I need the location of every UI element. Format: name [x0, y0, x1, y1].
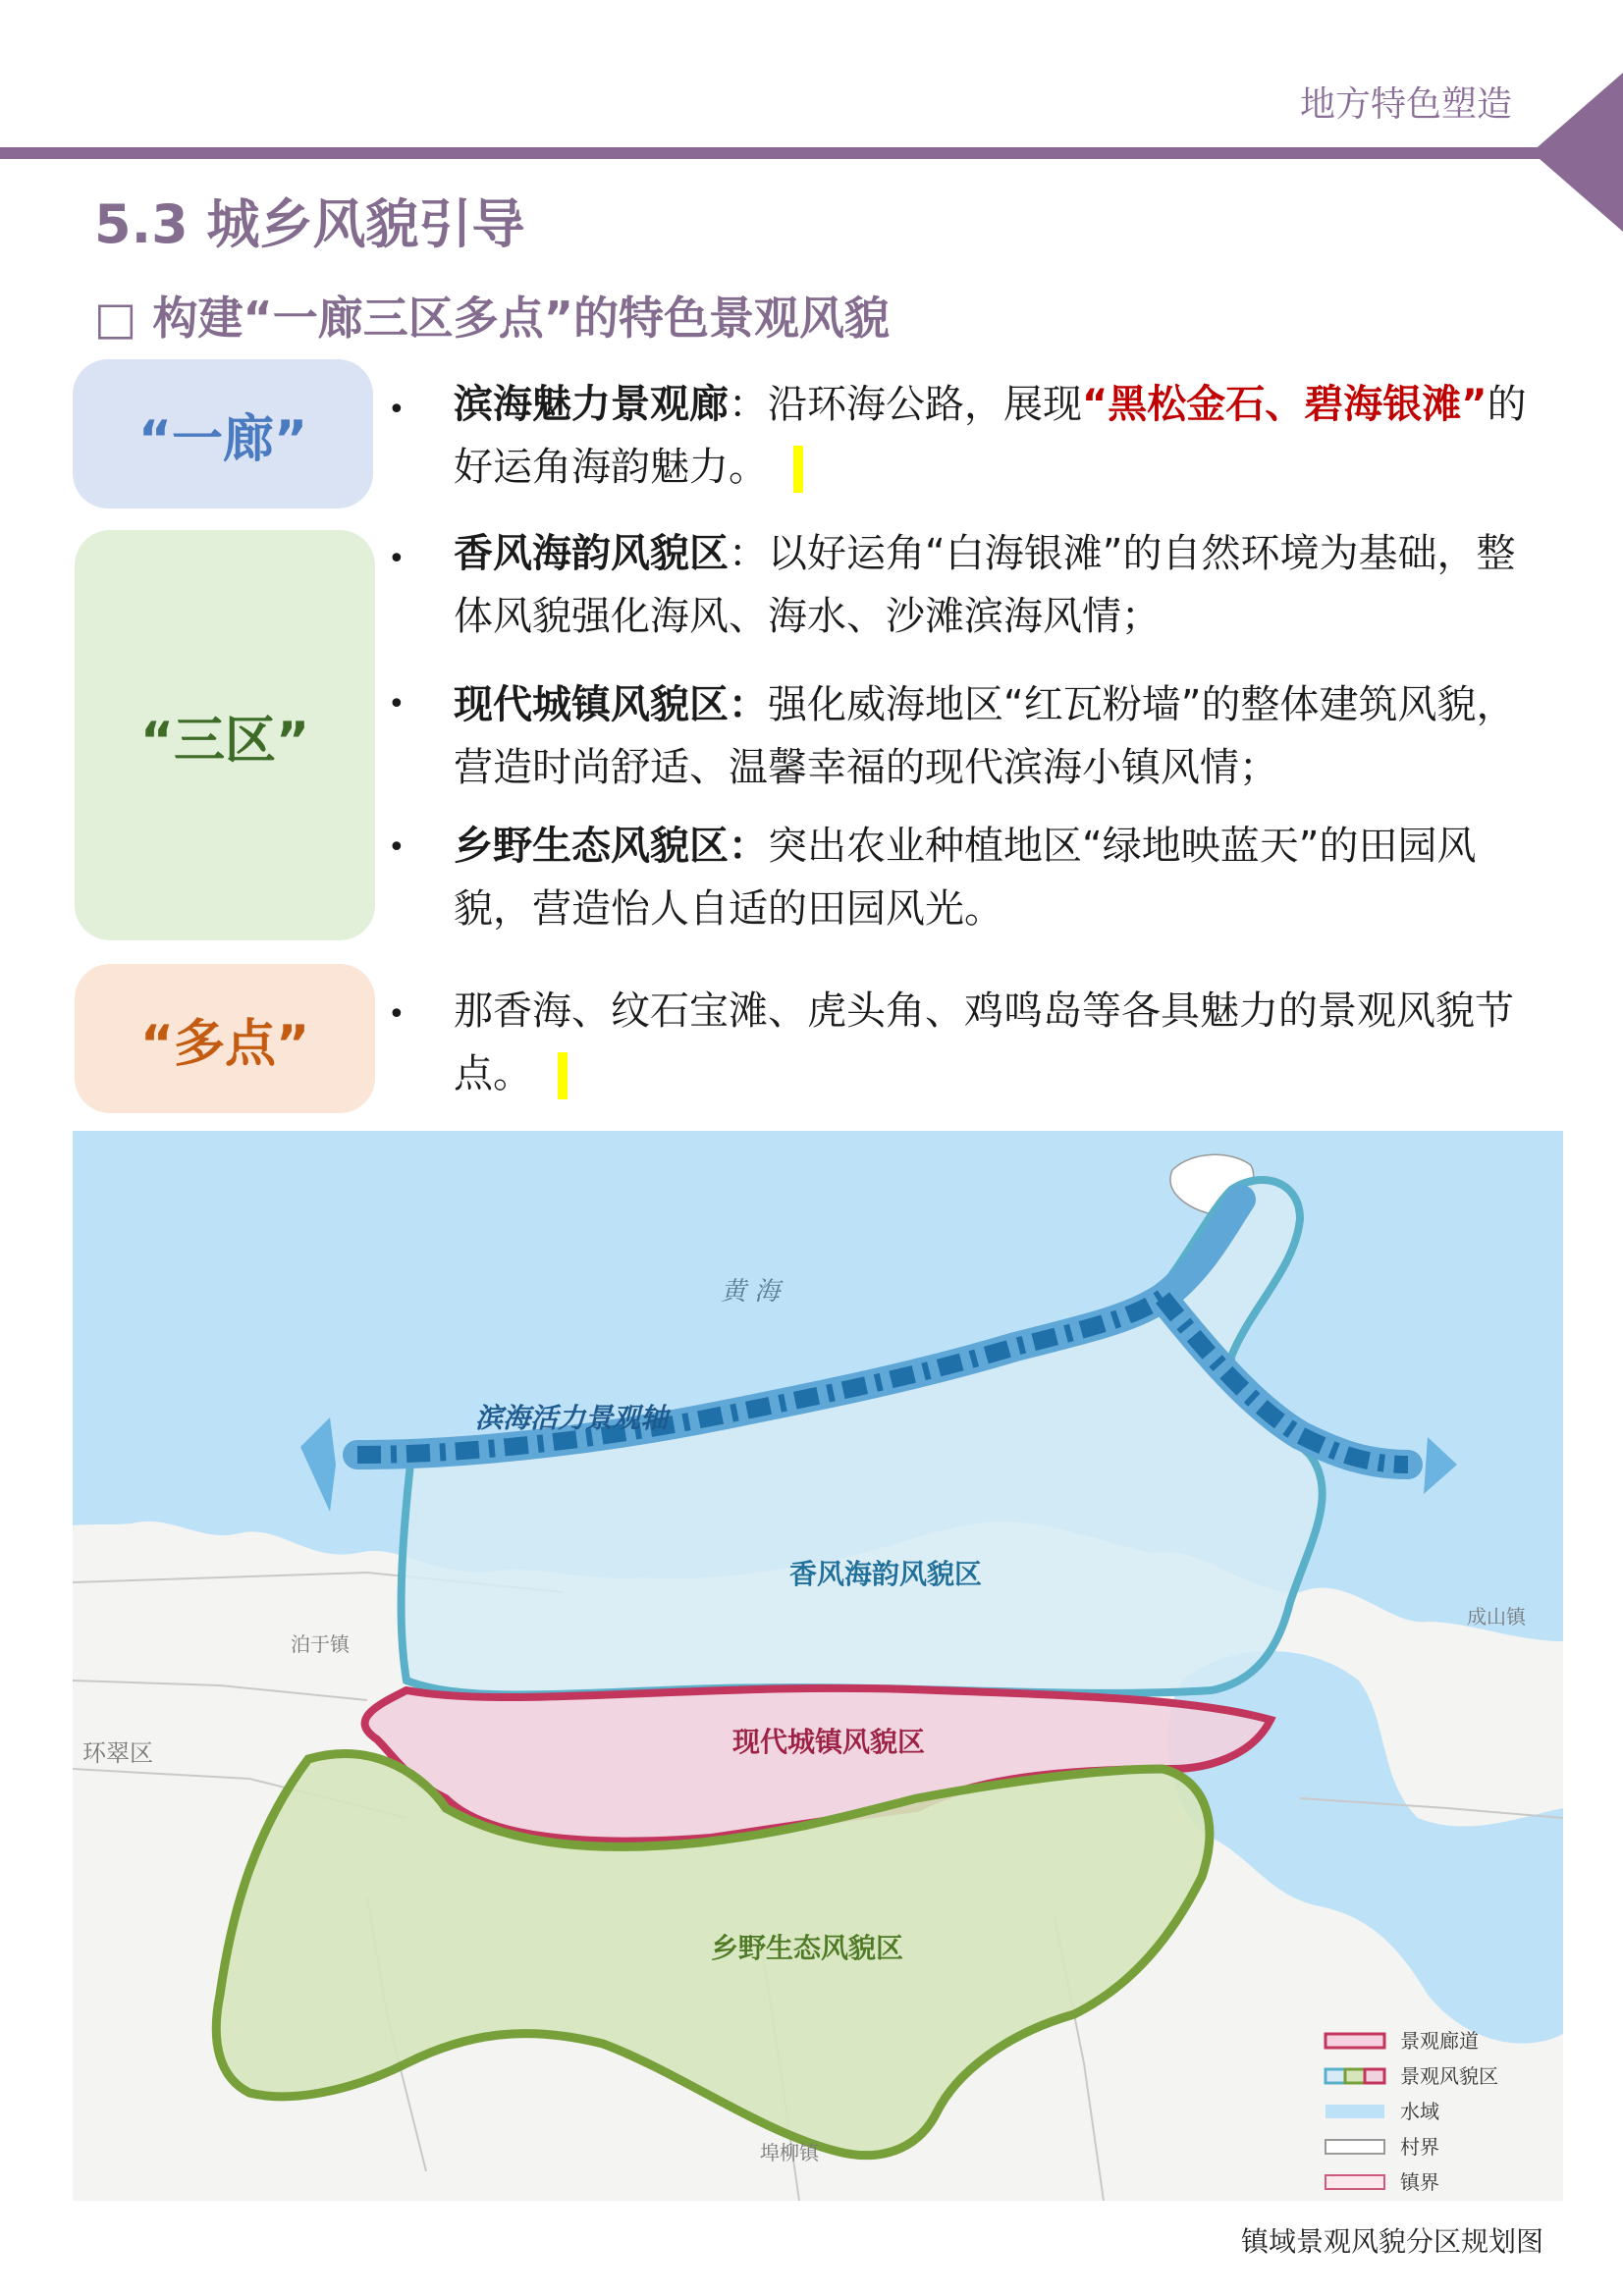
map-corridor-label: 滨海活力景观轴 — [475, 1402, 669, 1434]
tag-zones: “三区” — [75, 530, 375, 940]
item-text: 强化威海地区“红瓦粉墙”的整体建筑风貌，营造时尚舒适、温馨幸福的现代滨海小镇风情； — [454, 682, 1516, 790]
legend-label: 村界 — [1400, 2135, 1439, 2159]
legend-label: 景观风貌区 — [1400, 2064, 1498, 2088]
map-town-label: 成山镇 — [1467, 1605, 1526, 1629]
legend-label: 镇界 — [1400, 2170, 1439, 2194]
item-town-zone — [454, 673, 1553, 799]
map-zone-label-town: 现代城镇风貌区 — [732, 1726, 926, 1758]
landscape-zoning-map — [73, 1131, 1563, 2201]
header-triangle — [1532, 73, 1623, 232]
item-highlight: “黑松金石、碧海银滩” — [1082, 382, 1488, 427]
item-title: 现代城镇风貌区： — [454, 682, 768, 727]
legend-swatch-zones-b — [1345, 2069, 1365, 2083]
legend-swatch-town-boundary — [1325, 2175, 1384, 2189]
map-zone-label-coast: 香风海韵风貌区 — [789, 1558, 983, 1590]
legend-label: 景观廊道 — [1400, 2029, 1479, 2053]
figure-caption: 镇域景观风貌分区规划图 — [1240, 2225, 1543, 2258]
item-text: 突出农业种植地区“绿地映蓝天”的田园风貌，营造怡人自适的田园风光。 — [454, 824, 1477, 932]
item-title: 乡野生态风貌区： — [454, 824, 768, 869]
item-text: ：以好运角“白海银滩”的自然环境为基础，整体风貌强化海风、海水、沙滩滨海风情； — [454, 531, 1516, 639]
subsection-title: □ 构建“一廊三区多点”的特色景观风貌 — [94, 292, 890, 345]
legend-swatch-corridor — [1325, 2034, 1384, 2048]
map-town-label: 泊于镇 — [291, 1632, 350, 1656]
bullet-dot: • — [388, 393, 406, 427]
bullet-dot: • — [388, 542, 406, 576]
highlight-marker — [558, 1052, 568, 1099]
bullet-dot: • — [388, 830, 406, 865]
item-text: 那香海、纹石宝滩、虎头角、鸡鸣岛等各具魅力的景观风貌节点。 — [454, 988, 1514, 1096]
bullet-dot: • — [388, 687, 406, 721]
map-town-label: 埠柳镇 — [760, 2141, 819, 2164]
tag-corridor: “一廊” — [73, 359, 373, 508]
item-points — [454, 980, 1553, 1105]
item-text: ：沿环海公路，展现 — [729, 382, 1082, 427]
map-sea-label: 黄 海 — [721, 1277, 781, 1307]
header-bar — [0, 147, 1571, 159]
item-text-tail: 的好运角海韵魅力。 — [454, 382, 1527, 490]
highlight-marker — [793, 446, 803, 493]
legend-swatch-village — [1325, 2140, 1384, 2154]
tag-points: “多点” — [75, 964, 375, 1113]
header-section-label: 地方特色塑造 — [1299, 84, 1512, 125]
item-title: 香风海韵风貌区 — [454, 531, 729, 576]
legend-swatch-water — [1325, 2105, 1384, 2118]
legend-label: 水域 — [1400, 2100, 1439, 2123]
item-rural-zone — [454, 815, 1553, 940]
item-coastal-zone — [454, 522, 1553, 648]
map-zone-label-rural: 乡野生态风貌区 — [711, 1932, 904, 1964]
item-title: 滨海魅力景观廊 — [454, 382, 729, 427]
bullet-dot: • — [388, 997, 406, 1032]
map-town-label: 环翠区 — [82, 1739, 153, 1767]
legend-swatch-zones-a — [1325, 2069, 1345, 2083]
section-title: 5.3 城乡风貌引导 — [94, 193, 525, 255]
legend-swatch-zones-c — [1365, 2069, 1384, 2083]
item-coastal-corridor — [454, 373, 1553, 499]
